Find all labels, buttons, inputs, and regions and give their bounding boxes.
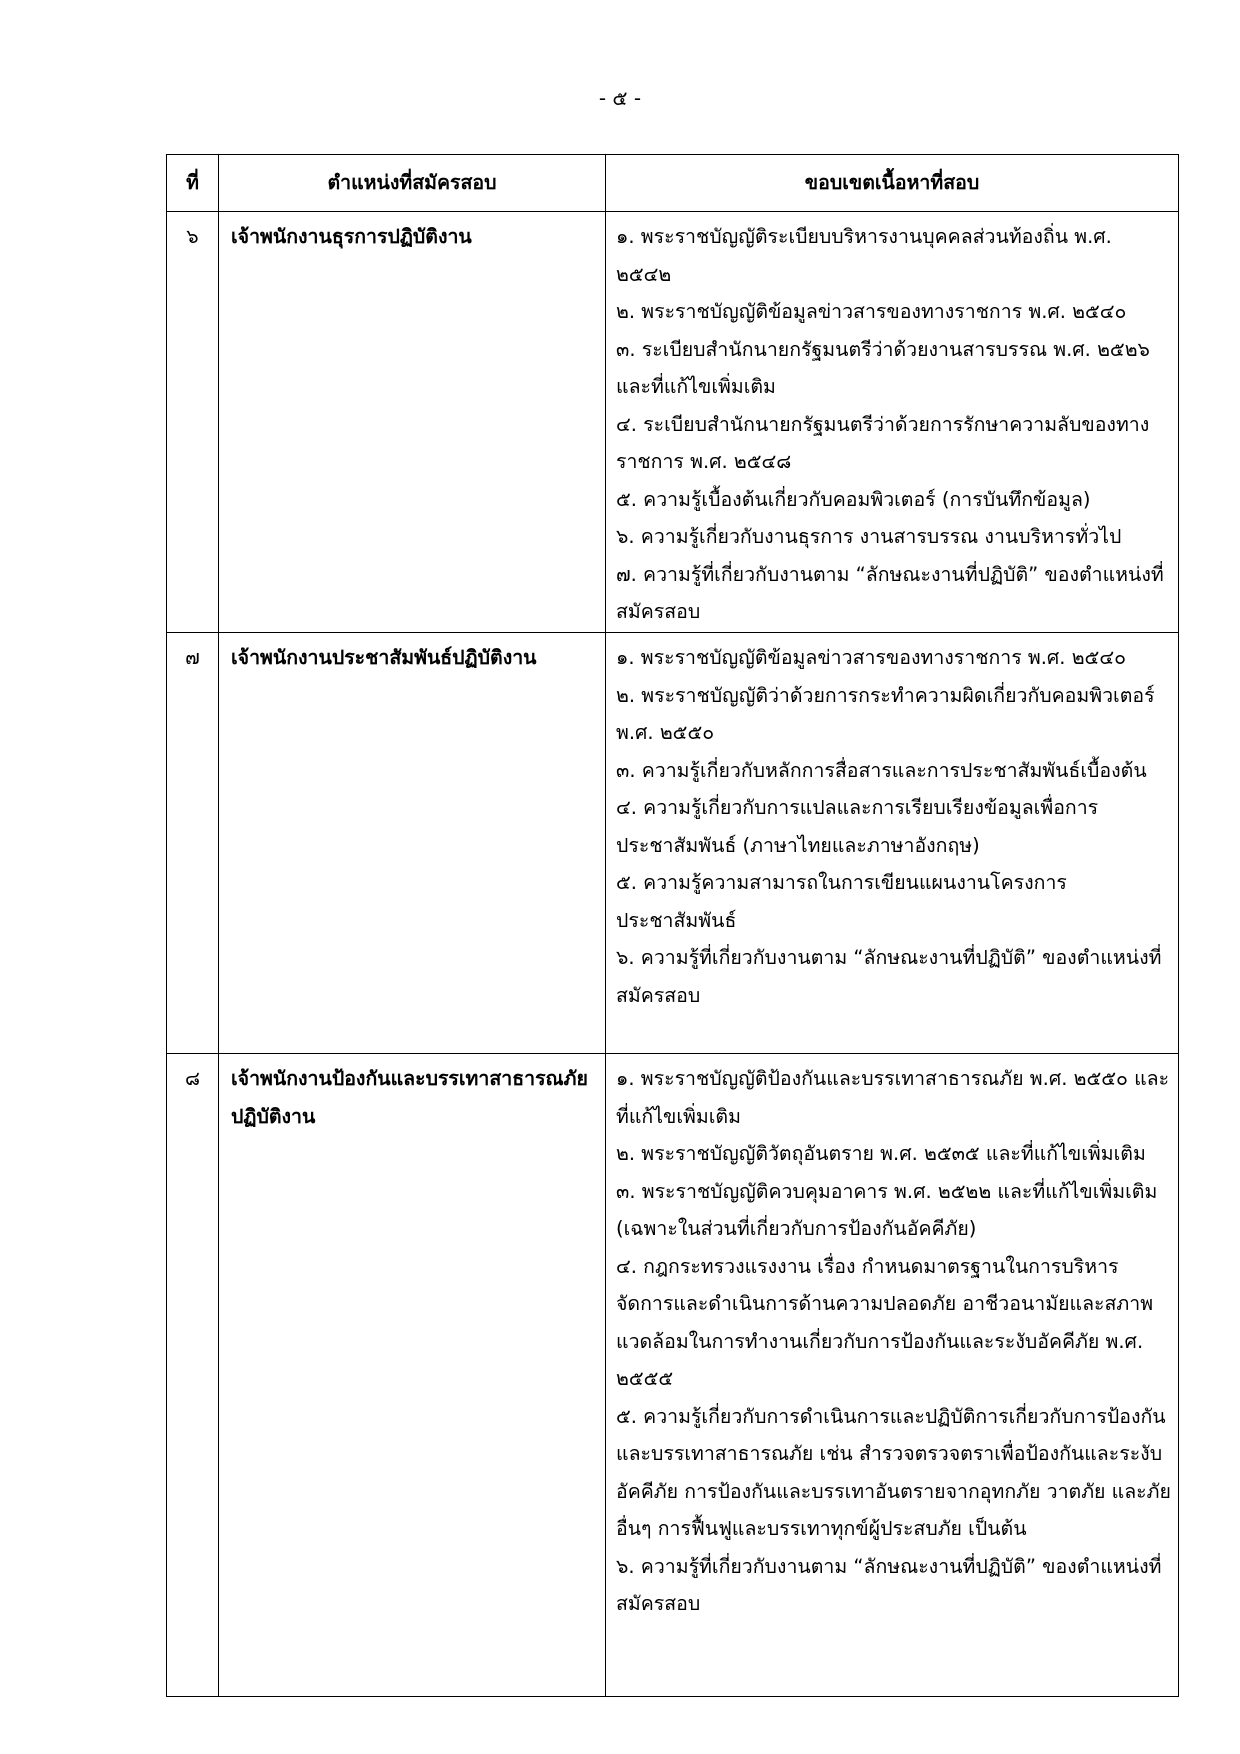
position-title: เจ้าพนักงานประชาสัมพันธ์ปฏิบัติงาน bbox=[219, 633, 606, 1054]
scope-list bbox=[606, 633, 1179, 1054]
scope-item: ๕. ความรู้เบื้องต้นเกี่ยวกับคอมพิวเตอร์ (การบันทึกข้อมูล) bbox=[616, 487, 1091, 511]
row-number: ๘ bbox=[167, 1054, 219, 1697]
scope-item: ๑. พระราชบัญญัติข้อมูลข่าวสารของทางราชการ พ.ศ. ๒๕๔๐ bbox=[616, 646, 1126, 669]
exam-scope-table bbox=[166, 154, 1179, 1697]
scope-item: ๑. พระราชบัญญัติระเบียบบริหารงานบุคคลส่วนท้องถิ่น พ.ศ. ๒๕๔๒ bbox=[616, 225, 1112, 286]
page-number: - ๕ - bbox=[598, 86, 642, 110]
table-row bbox=[167, 212, 1179, 633]
scope-item: ๕. ความรู้ความสามารถในการเขียนแผนงานโครงการประชาสัมพันธ์ bbox=[616, 871, 1067, 932]
scope-item: ๔. กฎกระทรวงแรงงาน เรื่อง กำหนดมาตรฐานในการบริหารจัดการและดำเนินการด้านความปลอดภัย อาชีวอนามัยและสภาพแวดล้อมในการทำงานเกี่ยวกับการป้องกันและระงับอัคคีภัย พ.ศ. ๒๕๕๕ bbox=[616, 1254, 1154, 1390]
table-header-row bbox=[167, 155, 1179, 212]
header-scope: ขอบเขตเนื้อหาที่สอบ bbox=[606, 155, 1179, 212]
scope-item: ๕. ความรู้เกี่ยวกับการดำเนินการและปฏิบัติการเกี่ยวกับการป้องกันและบรรเทาสาธารณภัย เช่น สำรวจตรวจตราเพื่อป้องกันและระงับอัคคีภัย การป้องกันและบรรเทาอันตรายจากอุทกภัย วาตภัย และภัยอื่นๆ การฟื้นฟูและบรรเทาทุกข์ผู้ประสบภัย เป็นต้น bbox=[616, 1404, 1171, 1540]
header-no: ที่ bbox=[167, 155, 219, 212]
scope-list bbox=[606, 212, 1179, 633]
scope-item: ๔. ระเบียบสำนักนายกรัฐมนตรีว่าด้วยการรักษาความลับของทางราชการ พ.ศ. ๒๕๔๘ bbox=[616, 412, 1150, 473]
table-row bbox=[167, 1054, 1179, 1697]
position-title: เจ้าพนักงานป้องกันและบรรเทาสาธารณภัยปฏิบัติงาน bbox=[219, 1054, 606, 1697]
position-title: เจ้าพนักงานธุรการปฏิบัติงาน bbox=[219, 212, 606, 633]
scope-item: ๗. ความรู้ที่เกี่ยวกับงานตาม “ลักษณะงานที่ปฏิบัติ” ของตำแหน่งที่สมัครสอบ bbox=[616, 562, 1164, 623]
header-position: ตำแหน่งที่สมัครสอบ bbox=[219, 155, 606, 212]
scope-item: ๔. ความรู้เกี่ยวกับการแปลและการเรียบเรียงข้อมูลเพื่อการประชาสัมพันธ์ (ภาษาไทยและภาษาอังกฤษ) bbox=[616, 796, 1099, 857]
scope-list bbox=[606, 1054, 1179, 1697]
scope-item: ๓. พระราชบัญญัติควบคุมอาคาร พ.ศ. ๒๕๒๒ และที่แก้ไขเพิ่มเติม (เฉพาะในส่วนที่เกี่ยวกับการป้องกันอัคคีภัย) bbox=[616, 1179, 1158, 1240]
table-row bbox=[167, 633, 1179, 1054]
scope-item: ๖. ความรู้เกี่ยวกับงานธุรการ งานสารบรรณ งานบริหารทั่วไป bbox=[616, 525, 1122, 548]
scope-item: ๖. ความรู้ที่เกี่ยวกับงานตาม “ลักษณะงานที่ปฏิบัติ” ของตำแหน่งที่สมัครสอบ bbox=[616, 1554, 1162, 1615]
scope-item: ๓. ระเบียบสำนักนายกรัฐมนตรีว่าด้วยงานสารบรรณ พ.ศ. ๒๕๒๖ และที่แก้ไขเพิ่มเติม bbox=[616, 337, 1150, 398]
scope-item: ๑. พระราชบัญญัติป้องกันและบรรเทาสาธารณภัย พ.ศ. ๒๕๕๐ และที่แก้ไขเพิ่มเติม bbox=[616, 1067, 1170, 1128]
scope-item: ๒. พระราชบัญญัติวัตถุอันตราย พ.ศ. ๒๕๓๕ และที่แก้ไขเพิ่มเติม bbox=[616, 1142, 1146, 1165]
row-number: ๖ bbox=[167, 212, 219, 633]
scope-item: ๒. พระราชบัญญัติข้อมูลข่าวสารของทางราชการ พ.ศ. ๒๕๔๐ bbox=[616, 300, 1127, 323]
scope-item: ๖. ความรู้ที่เกี่ยวกับงานตาม “ลักษณะงานที่ปฏิบัติ” ของตำแหน่งที่สมัครสอบ bbox=[616, 946, 1162, 1007]
row-number: ๗ bbox=[167, 633, 219, 1054]
scope-item: ๒. พระราชบัญญัติว่าด้วยการกระทำความผิดเกี่ยวกับคอมพิวเตอร์ พ.ศ. ๒๕๕๐ bbox=[616, 683, 1155, 744]
scope-item: ๓. ความรู้เกี่ยวกับหลักการสื่อสารและการประชาสัมพันธ์เบื้องต้น bbox=[616, 758, 1147, 782]
